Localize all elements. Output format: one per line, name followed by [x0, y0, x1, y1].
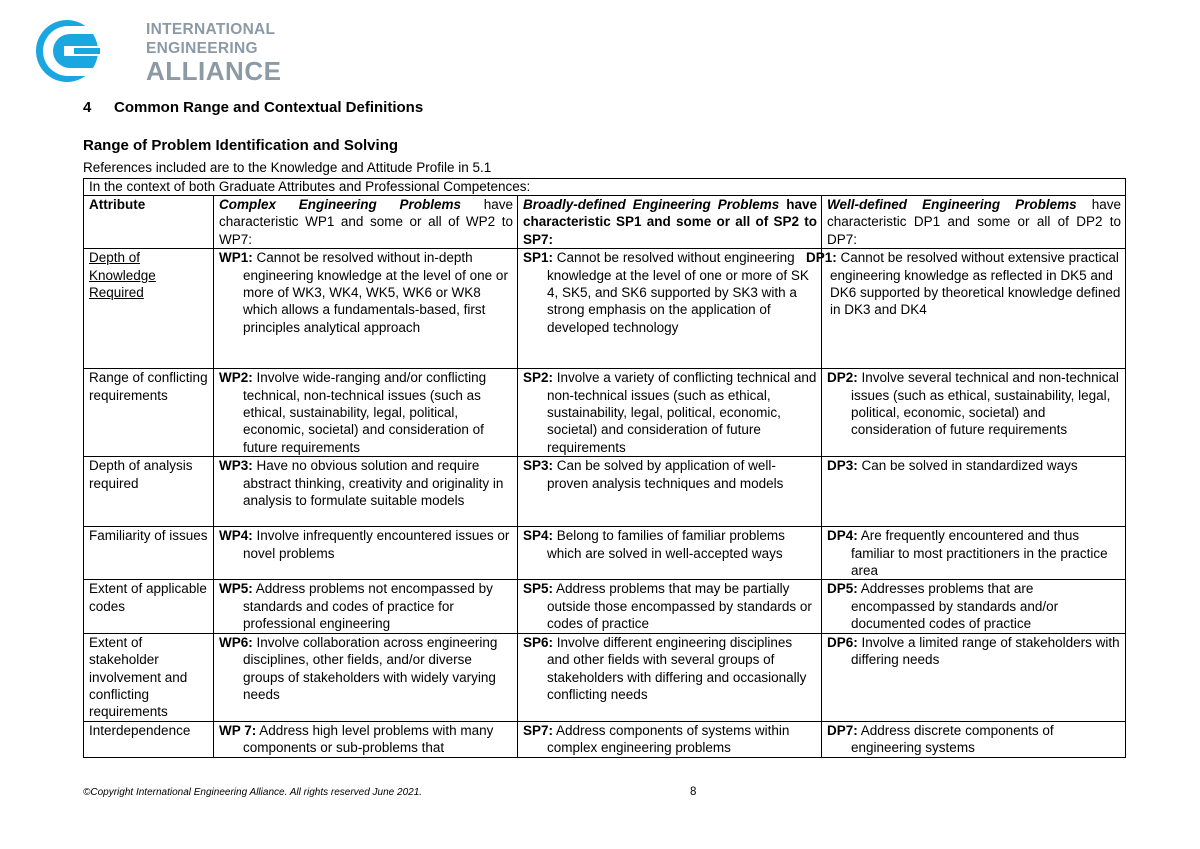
attribute-cell	[84, 633, 214, 721]
header-well	[822, 196, 1126, 249]
dp-code: DP3:	[827, 458, 858, 474]
attribute-label: Extent of stakeholder involvement and conflicting requirements	[89, 634, 188, 720]
dp-cell	[822, 633, 1126, 721]
header-complex	[214, 196, 518, 249]
attribute-label: Range of conflicting requirements	[89, 370, 208, 403]
attribute-cell	[84, 369, 214, 457]
dp-text: Addresses problems that are encompassed by standards and/or documented codes of practice	[851, 581, 1059, 632]
sp-text: Involve different engineering disciplines and other fields with several groups of stakeholders with differing and occasionally conflicting needs	[547, 634, 807, 702]
table-row	[84, 580, 1126, 633]
dp-cell	[822, 527, 1126, 580]
sp-text: Can be solved by application of well-proven analysis techniques and models	[547, 458, 784, 491]
dp-code: DP4:	[827, 528, 858, 544]
dp-cell	[822, 580, 1126, 633]
attribute-cell	[84, 457, 214, 527]
logo-line-1: INTERNATIONAL	[146, 21, 276, 38]
wp-cell	[214, 457, 518, 527]
wp-cell	[214, 369, 518, 457]
wp-text: Address high level problems with many components or sub-problems that	[243, 722, 494, 756]
wp-cell	[214, 633, 518, 721]
wp-code: WP 7:	[219, 722, 257, 738]
sp-code: SP3:	[523, 458, 554, 474]
dp-text: Are frequently encountered and thus familiar to most practitioners in the practice area	[851, 528, 1108, 579]
sp-text: Address components of systems within complex engineering problems	[547, 722, 790, 756]
wp-text: Involve collaboration across engineering disciplines, other fields, and/or diverse groups of stakeholders with widely varying needs	[243, 634, 498, 702]
wp-code: WP4:	[219, 528, 253, 544]
table-row	[84, 721, 1126, 757]
table-row	[84, 527, 1126, 580]
wp-text: Cannot be resolved without in-depth engineering knowledge at the level of one or more of WK3, WK4, WK5, WK6 or WK8 which allows a fundamentals-based, first principles analytical approach	[243, 250, 508, 335]
dp-cell	[822, 369, 1126, 457]
attribute-label: Familiarity of issues	[89, 528, 208, 544]
subsection-title: Range of Problem Identification and Solving	[83, 137, 399, 154]
wp-code: WP5:	[219, 581, 253, 597]
wp-text: Involve wide-ranging and/or conflicting technical, non-technical issues (such as ethical, sustainability, legal, political, economic, societal) and consideration of future requirements	[243, 370, 487, 455]
attribute-label: Depth of analysis required	[89, 458, 193, 491]
sp-cell	[518, 457, 822, 527]
attribute-cell	[84, 527, 214, 580]
wp-code: WP3:	[219, 458, 253, 474]
dp-text: Involve several technical and non-technical issues (such as ethical, sustainability, legal, political, economic, societal) and consideration of future requirements	[851, 370, 1119, 438]
wp-text: Address problems not encompassed by standards and codes of practice for professional engineering	[243, 581, 493, 632]
sp-text: Involve a variety of conflicting technical and non-technical issues (such as ethical, sustainability, legal, political, economic, societal) and consideration of future requirements	[547, 370, 817, 455]
context-row	[84, 179, 1126, 196]
dp-code: DP6:	[827, 634, 858, 650]
table-row	[84, 369, 1126, 457]
header-row	[84, 196, 1126, 249]
wp-text: Have no obvious solution and require abstract thinking, creativity and originality in analysis to formulate suitable models	[243, 458, 504, 509]
sp-cell	[518, 249, 822, 369]
wp-cell	[214, 721, 518, 757]
dp-text: Involve a limited range of stakeholders with differing needs	[851, 634, 1120, 668]
dp-cell	[822, 721, 1126, 757]
problem-range-table	[83, 178, 1126, 758]
sp-text: Belong to families of familiar problems which are solved in well-accepted ways	[547, 528, 785, 561]
sp-code: SP4:	[523, 528, 554, 544]
sp-code: SP6:	[523, 634, 554, 650]
header-broadly-title: Broadly-defined Engineering Problems	[523, 197, 780, 212]
table-row	[84, 633, 1126, 721]
sp-cell	[518, 580, 822, 633]
header-complex-title: Complex Engineering Problems	[219, 197, 461, 212]
header-broadly	[518, 196, 822, 249]
sp-code: SP2:	[523, 370, 554, 386]
sp-cell	[518, 527, 822, 580]
table-row	[84, 249, 1126, 369]
dp-text: Can be solved in standardized ways	[857, 458, 1078, 474]
dp-code: DP5:	[827, 581, 858, 597]
context-cell: In the context of both Graduate Attributes and Professional Competences:	[84, 179, 1126, 196]
sp-text: Address problems that may be partially outside those encompassed by standards or codes of practice	[547, 581, 812, 632]
logo-line-2: ENGINEERING	[146, 39, 258, 57]
attribute-cell	[84, 580, 214, 633]
dp-code: DP2:	[827, 370, 858, 386]
attribute-cell	[84, 721, 214, 757]
header-complex-rest: have characteristic WP1 and some or all of WP2 to WP7:	[219, 197, 513, 247]
dp-cell	[806, 249, 1126, 369]
sp-cell	[518, 369, 822, 457]
sp-code: SP1:	[523, 250, 554, 266]
logo-line-3: ALLIANCE	[146, 56, 282, 86]
dp-cell	[822, 457, 1126, 527]
footer-page-number: 8	[690, 786, 697, 798]
dp-code: DP1:	[806, 250, 837, 266]
wp-cell	[214, 249, 518, 369]
sp-text: Cannot be resolved without engineering knowledge at the level of one or more of SK 4, SK5, and SK6 supported by SK3 with a strong emphasis on the application of developed technology	[547, 250, 809, 335]
sp-code: SP7:	[523, 722, 554, 738]
footer-copyright: ©Copyright International Engineering Alliance. All rights reserved June 2021.	[83, 787, 423, 798]
dp-text: Address discrete components of engineering systems	[851, 722, 1054, 756]
header-well-rest: have characteristic DP1 and some or all of DP2 to DP7:	[827, 197, 1122, 247]
references-note: References included are to the Knowledge and Attitude Profile in 5.1	[83, 160, 492, 175]
attribute-label: Extent of applicable codes	[89, 581, 207, 614]
wp-cell	[214, 527, 518, 580]
header-broadly-rest: have characteristic SP1 and some or all of SP2 to SP7:	[523, 197, 817, 247]
wp-text: Involve infrequently encountered issues or novel problems	[243, 528, 510, 561]
wp-cell	[214, 580, 518, 633]
wp-code: WP6:	[219, 634, 253, 650]
header-attribute: Attribute	[84, 196, 214, 249]
section-title: Common Range and Contextual Definitions	[114, 99, 424, 116]
section-number: 4	[83, 99, 92, 116]
header-well-title: Well-defined Engineering Problems	[827, 197, 1077, 212]
section-heading	[83, 99, 423, 116]
sp-code: SP5:	[523, 581, 554, 597]
attribute-cell	[84, 249, 214, 369]
wp-code: WP1:	[219, 250, 253, 266]
attribute-label: Interdependence	[89, 722, 191, 738]
table-row	[84, 457, 1126, 527]
sp-cell	[518, 721, 822, 757]
wp-code: WP2:	[219, 370, 253, 386]
attribute-label: Depth of Knowledge Required	[89, 250, 156, 301]
sp-cell	[518, 633, 822, 721]
dp-text: Cannot be resolved without extensive practical engineering knowledge as reflected in DK5 and DK6 supported by theoretical knowledge defined in DK3 and DK4	[830, 250, 1121, 318]
dp-code: DP7:	[827, 722, 858, 738]
